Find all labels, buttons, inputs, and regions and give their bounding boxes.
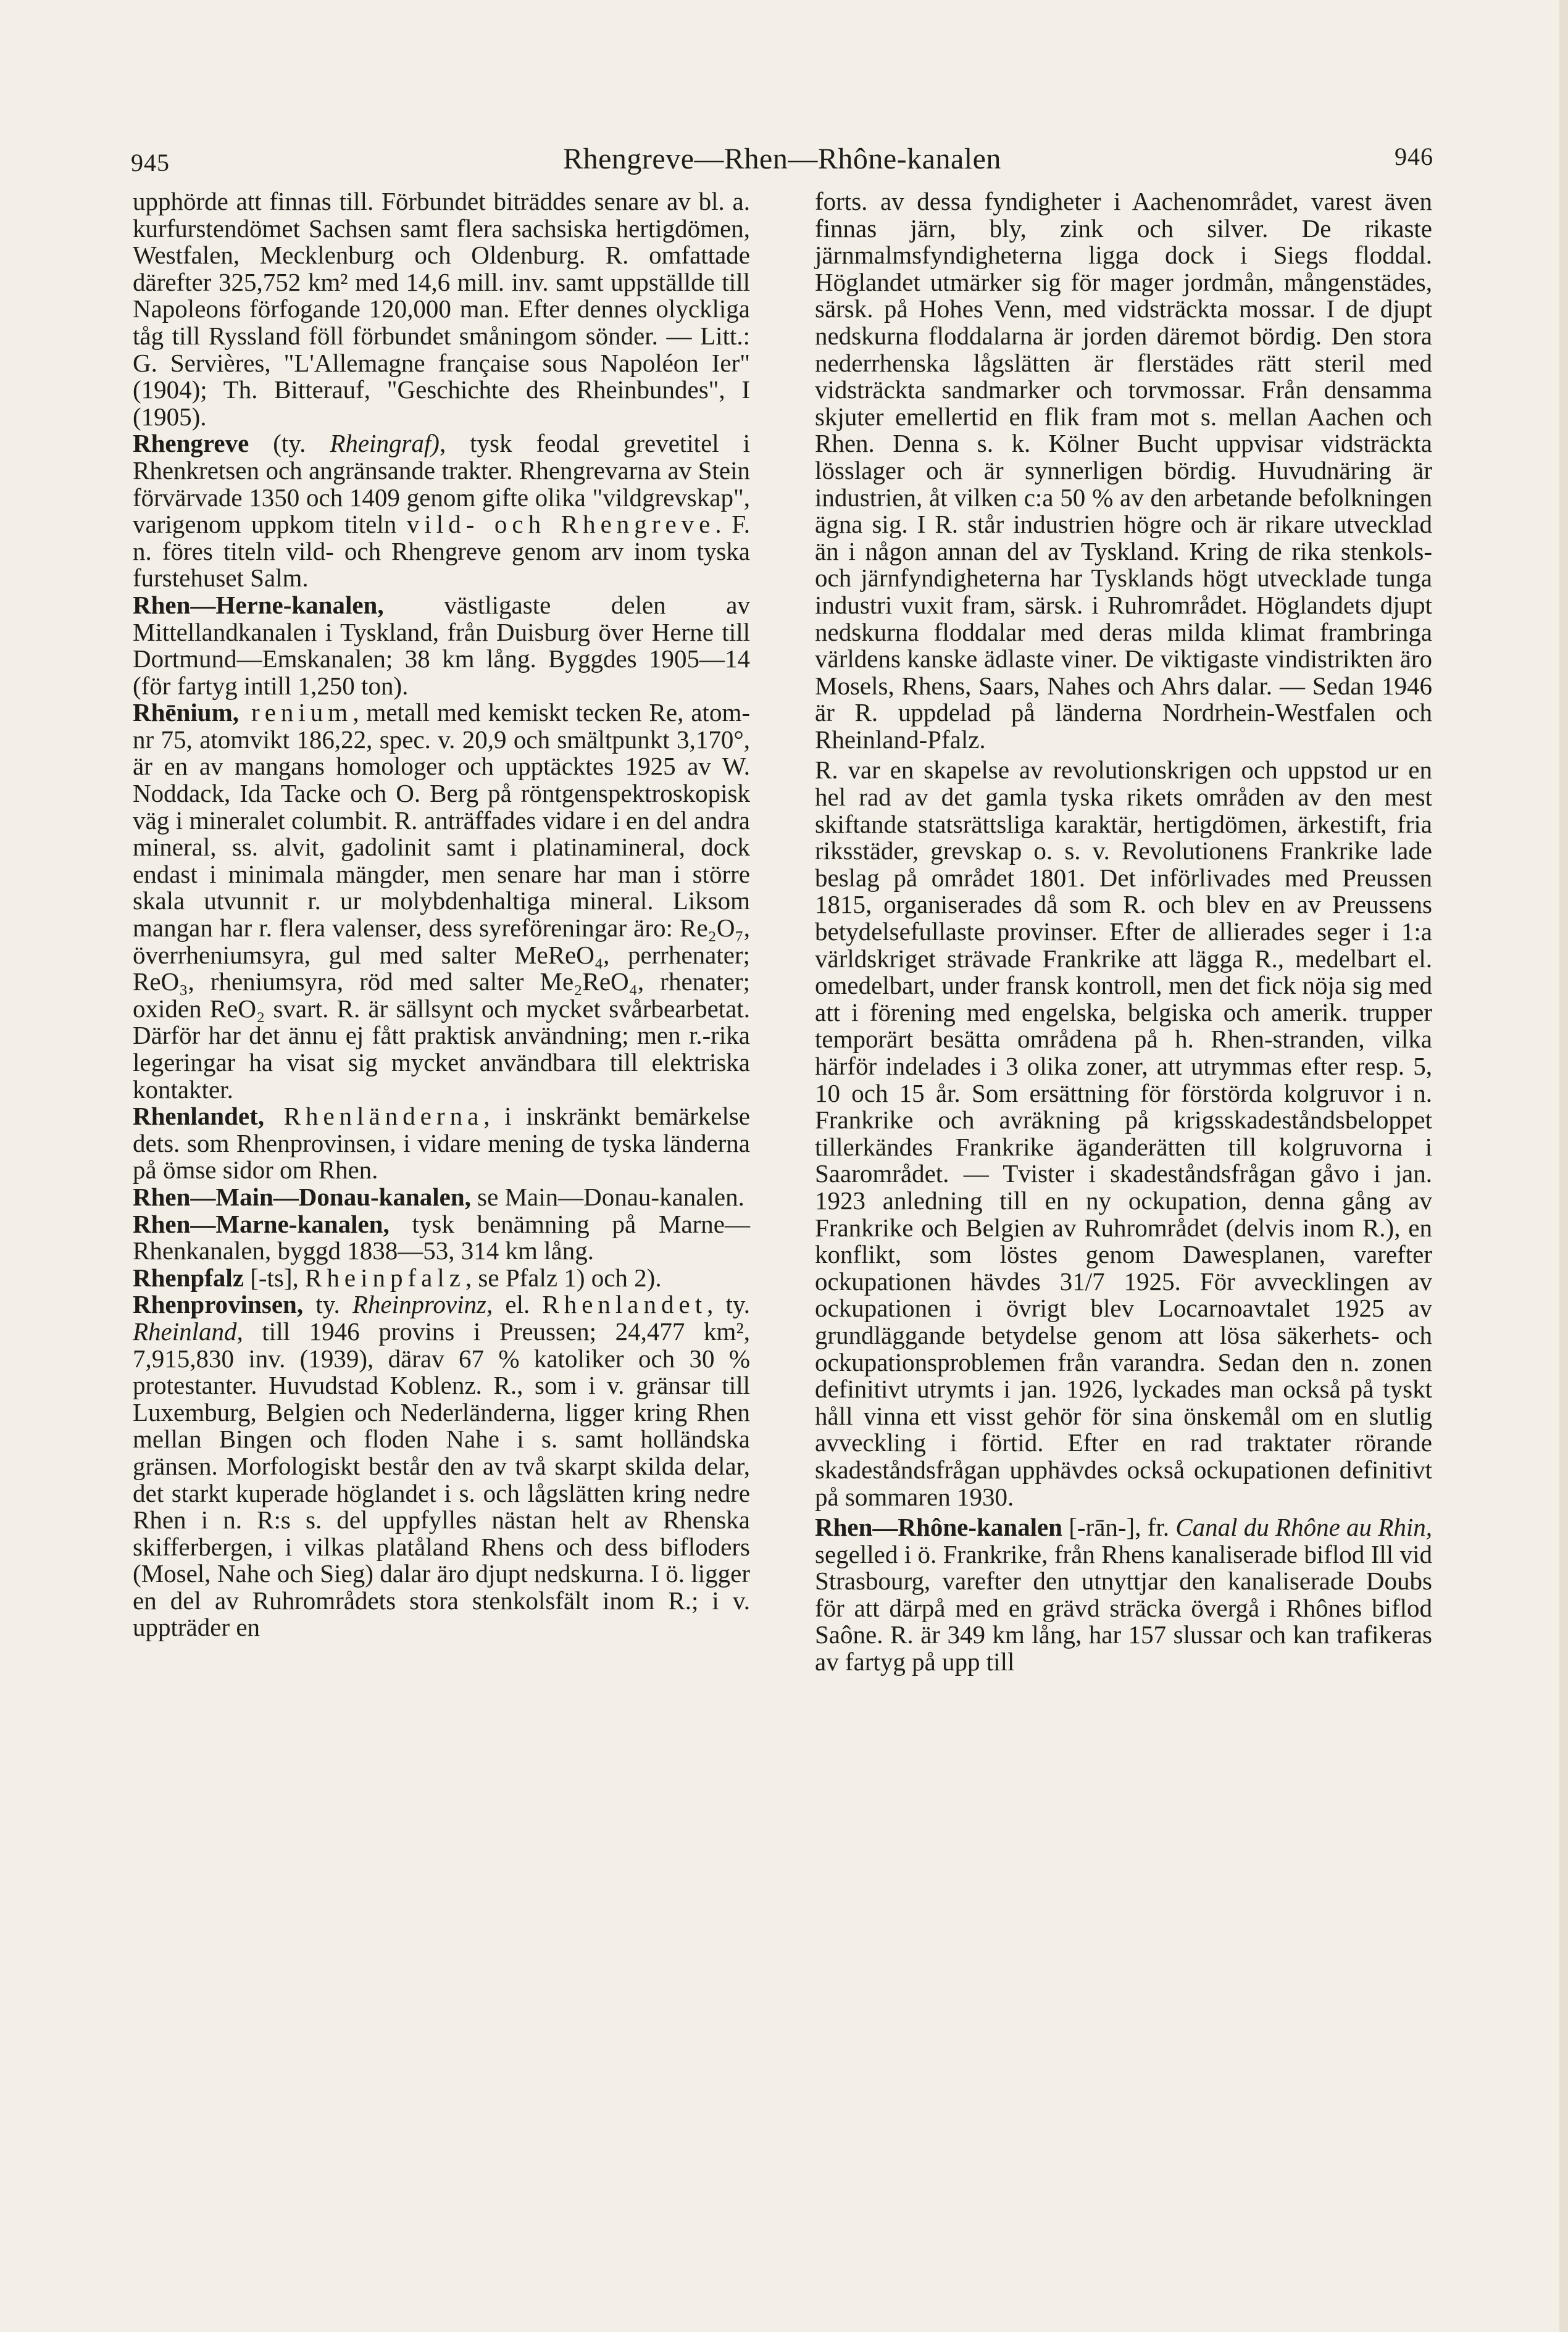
- entry-text: . F. n. föres titeln vild- och Rhengreve genom arv inom tyska furstehuset Salm.: [133, 510, 750, 593]
- entry-headword: Rhēnium,: [133, 698, 240, 727]
- entry-text: , ty.: [707, 1290, 750, 1319]
- entry-rhenlandet: [133, 1103, 750, 1184]
- entry-rhen-main-donau: [133, 1184, 750, 1211]
- entry-spaced-term: Rheinpfalz: [305, 1263, 465, 1292]
- entry-rhenpfalz: [133, 1265, 750, 1292]
- entry-text: tysk benämning på Marne—Rhenkanalen, byggd 1838—53, 314 km lång.: [133, 1209, 750, 1265]
- entry-spaced-term: vild- och Rhengreve: [406, 510, 715, 539]
- page-header: [131, 137, 1433, 186]
- entry-text: el.: [493, 1290, 543, 1319]
- entry-text: , se Pfalz 1) och 2).: [465, 1263, 662, 1292]
- entry-text: ty.: [303, 1290, 352, 1319]
- entry-italic: Rheinland,: [133, 1317, 243, 1346]
- entry-headword: Rhengreve: [133, 429, 249, 458]
- entry-italic: Canal du Rhône au Rhin,: [1175, 1513, 1432, 1542]
- entry-italic: Rheinprovinz,: [352, 1290, 493, 1319]
- entry-text: (ty.: [249, 429, 330, 458]
- page-number-left: 945: [131, 149, 170, 177]
- entry-text: , tysk feodal grevetitel i Rhenkretsen och angränsande trakter. Rhengrevarna av Stein förvärvade 1350 och 1409 genom gifte olika "vildgrevskap", varigenom uppkom titeln: [133, 429, 750, 539]
- right-column: [815, 188, 1432, 2275]
- entry-rhenium: [133, 699, 750, 1103]
- entry-headword: Rhenprovinsen,: [133, 1290, 304, 1319]
- entry-rhenprovinsen: [133, 1291, 750, 1641]
- entry-text: , i inskränkt bemärkelse dets. som Rhenprovinsen, i vidare mening de tyska länderna på ömse sidor om Rhen.: [133, 1102, 750, 1185]
- entry-spaced-term: Rhenländerna: [264, 1102, 484, 1131]
- running-title: Rhengreve—Rhen—Rhône-kanalen: [563, 143, 1001, 175]
- entry-text: till 1946 provins i Preussen; 24,477 km², 7,915,830 inv. (1939), därav 67 % katoliker och 30 % protestanter. Huvudstad Koblenz. R., som i v. gränsar till Luxemburg, Belgien och Nederländerna, ligger kring Rhen mellan Bingen och floden Nahe i s. samt holländska gränsen. Morfologiskt består den av två skarpt skilda delar, det starkt kuperade höglandet i s. och lågslätten kring nedre Rhen i n. R:s s. del uppfylles nästan helt av Rhenska skifferbergen, i vilkas platåland Rhens och dess bifloders (Mosel, Nahe och Sieg) dalar äro djupt nedskurna. I ö. ligger en del av Ruhrområdets stora stenkolsfält inom R.; i v. uppträder en: [133, 1317, 750, 1642]
- entry-rhen-herne-kanalen: [133, 592, 750, 699]
- entry-spaced-term: Rhenlandet: [542, 1290, 707, 1319]
- rhenprovinsen-history: R. var en skapelse av revolutionskrigen och uppstod ur en hel rad av det gamla tyska rikets områden av den mest skiftande statsrättsliga karaktär, hertigdömen, ärkestift, fria riksstäder, grevskap o. s. v. Revolutionens Frankrike lade beslag på området 1801. Det införlivades med Preussen 1815, organiserades då som R. och blev en av Preussens betydelsefullaste provinser. Efter de allierades seger i 1:a världskriget strävade Frankrike att lägga R., medelbart el. omedelbart, under fransk kontroll, men det fick nöja sig med att i förening med engelska, belgiska och amerik. trupper temporärt besätta områdena på h. Rhen-stranden, vilka härför indelades i 3 olika zoner, att utrymmas efter resp. 5, 10 och 15 år. Som ersättning för förstörda kolgruvor i n. Frankrike och avräkning på krigsskadeståndsbeloppet tillerkändes Frankrike äganderätten till kolgruvorna i Saarområdet. — Tvister i skadeståndsfrågan gåvo i jan. 1923 anledning till en ny ockupation, denna gång av Frankrike och Belgien av Ruhrområdet (delvis inom R.), en konflikt, som löstes genom Dawesplanen, varefter ockupationen hävdes 31/7 1925. För avvecklingen av ockupationen i övrigt blev Locarnoavtalet 1925 av grundläggande betydelse genom att lösa säkerhets- och ockupationsproblemen från varandra. Sedan den n. zonen definitivt utrymts i jan. 1926, lyckades man också på tyskt håll vinna ett visst gehör för sina önskemål om en slutlig avveckling i förtid. Efter en rad traktater rörande skadeståndsfrågan upphävdes också ockupationen definitivt på sommaren 1930.: [815, 756, 1432, 1511]
- entry-headword: Rhenlandet,: [133, 1102, 265, 1131]
- entry-headword: Rhen—Main—Donau-kanalen,: [133, 1182, 471, 1211]
- entry-headword: Rhenpfalz: [133, 1263, 244, 1292]
- entry-text: se Main—Donau-kanalen.: [470, 1182, 744, 1211]
- entry-rhengreve: [133, 430, 750, 592]
- left-column: [133, 188, 750, 2275]
- entry-rhen-rhone-kanalen: [815, 1514, 1432, 1676]
- text-columns: [133, 188, 1432, 2275]
- entry-headword: Rhen—Herne-kanalen,: [133, 590, 384, 619]
- entry-headword: Rhen—Rhône-kanalen: [815, 1513, 1062, 1542]
- entry-text: , metall med kemiskt tecken Re, atom-nr 75, atomvikt 186,22, spec. v. 20,9 och smältpunkt 3,170°, är en av mangans homologer och upptäcktes 1925 av W. Noddack, Ida Tacke och O. Berg på röntgenspektroskopisk väg i mineralet columbit. R. anträffades vidare i en del andra mineral, ss. alvit, gadolinit samt i platinamineral, dock endast i minimala mängder, men senare har man i större skala utvunnit r. ur molybdenhaltiga mineral. Liksom mangan har r. flera valenser, dess syreföreningar äro: Re₂O₇, överrheniumsyra, gul med salter MeReO₄, perrhenater; ReO₃, rheniumsyra, röd med salter Me₂ReO₄, rhenater; oxiden ReO₂ svart. R. är sällsynt och mycket svårbearbetat. Därför har det ännu ej fått praktisk användning; men r.-rika legeringar ha visat sig mycket användbara till elektriska kontakter.: [133, 698, 750, 1104]
- entry-text: [-rān-], fr.: [1062, 1513, 1176, 1542]
- entry-text: segelled i ö. Frankrike, från Rhens kanaliserade biflod Ill vid Strasbourg, varefter den utnyttjar den kanaliserade Doubs för att därpå med en grävd sträcka övergå i Rhônes biflod Saône. R. är 349 km lång, har 157 slussar och kan trafikeras av fartyg på upp till: [815, 1539, 1432, 1676]
- entry-spaced-term: renium: [239, 698, 353, 727]
- entry-text: västligaste delen av Mittellandkanalen i Tyskland, från Duisburg över Herne till Dortmund—Emskanalen; 38 km lång. Byggdes 1905—14 (för fartyg intill 1,250 ton).: [133, 590, 750, 700]
- rheinbund-continuation: upphörde att finnas till. Förbundet biträddes senare av bl. a. kurfurstendömet Sachsen samt flera sachsiska hertigdömen, Westfalen, Mecklenburg och Oldenburg. R. omfattade därefter 325,752 km² med 14,6 mill. inv. samt uppställde till Napoleons förfogande 120,000 man. Efter dennes olyckliga tåg till Ryssland föll förbundet småningom sönder. — Litt.: G. Servières, "L'Allemagne française sous Napoléon Ier" (1904); Th. Bitterauf, "Geschichte des Rheinbundes", I (1905).: [133, 187, 750, 431]
- entry-headword: Rhen—Marne-kanalen,: [133, 1209, 390, 1238]
- entry-rhen-marne: [133, 1211, 750, 1265]
- entry-italic: Rheingraf): [330, 429, 440, 458]
- page-number-right: 946: [1395, 143, 1433, 170]
- rhenprovinsen-continuation: forts. av dessa fyndigheter i Aachenområdet, varest även finnas järn, bly, zink och silver. De rikaste järnmalmsfyndigheterna ligga dock i Siegs floddal. Höglandet utmärker sig för mager jordmån, mångenstädes, särsk. på Hohes Venn, med vidsträckta mossar. I de djupt nedskurna floddalarna är jorden däremot bördig. Den stora nederrhenska lågslätten är flerstädes rätt steril med vidsträckta sandmarker och torvmossar. Från densamma skjuter emellertid en flik fram mot s. mellan Aachen och Rhen. Denna s. k. Kölner Bucht uppvisar vidsträckta lösslager och är synnerligen bördig. Huvudnäring är industrien, åt vilken c:a 50 % av den arbetande befolkningen ägna sig. I R. står industrien högre och är rikare utvecklad än i någon annan del av Tyskland. Kring de rika stenkols- och järnfyndigheterna har Tysklands högt utvecklade tunga industri vuxit fram, särsk. i Ruhrområdet. Höglandets djupt nedskurna floddalar med deras milda klimat frambringa världens kanske ädlaste viner. De viktigaste vindistrikten äro Mosels, Rhens, Saars, Nahes och Ahrs dalar. — Sedan 1946 är R. uppdelad på länderna Nordrhein-Westfalen och Rheinland-Pfalz.: [815, 187, 1432, 754]
- entry-text: [-ts],: [243, 1263, 306, 1292]
